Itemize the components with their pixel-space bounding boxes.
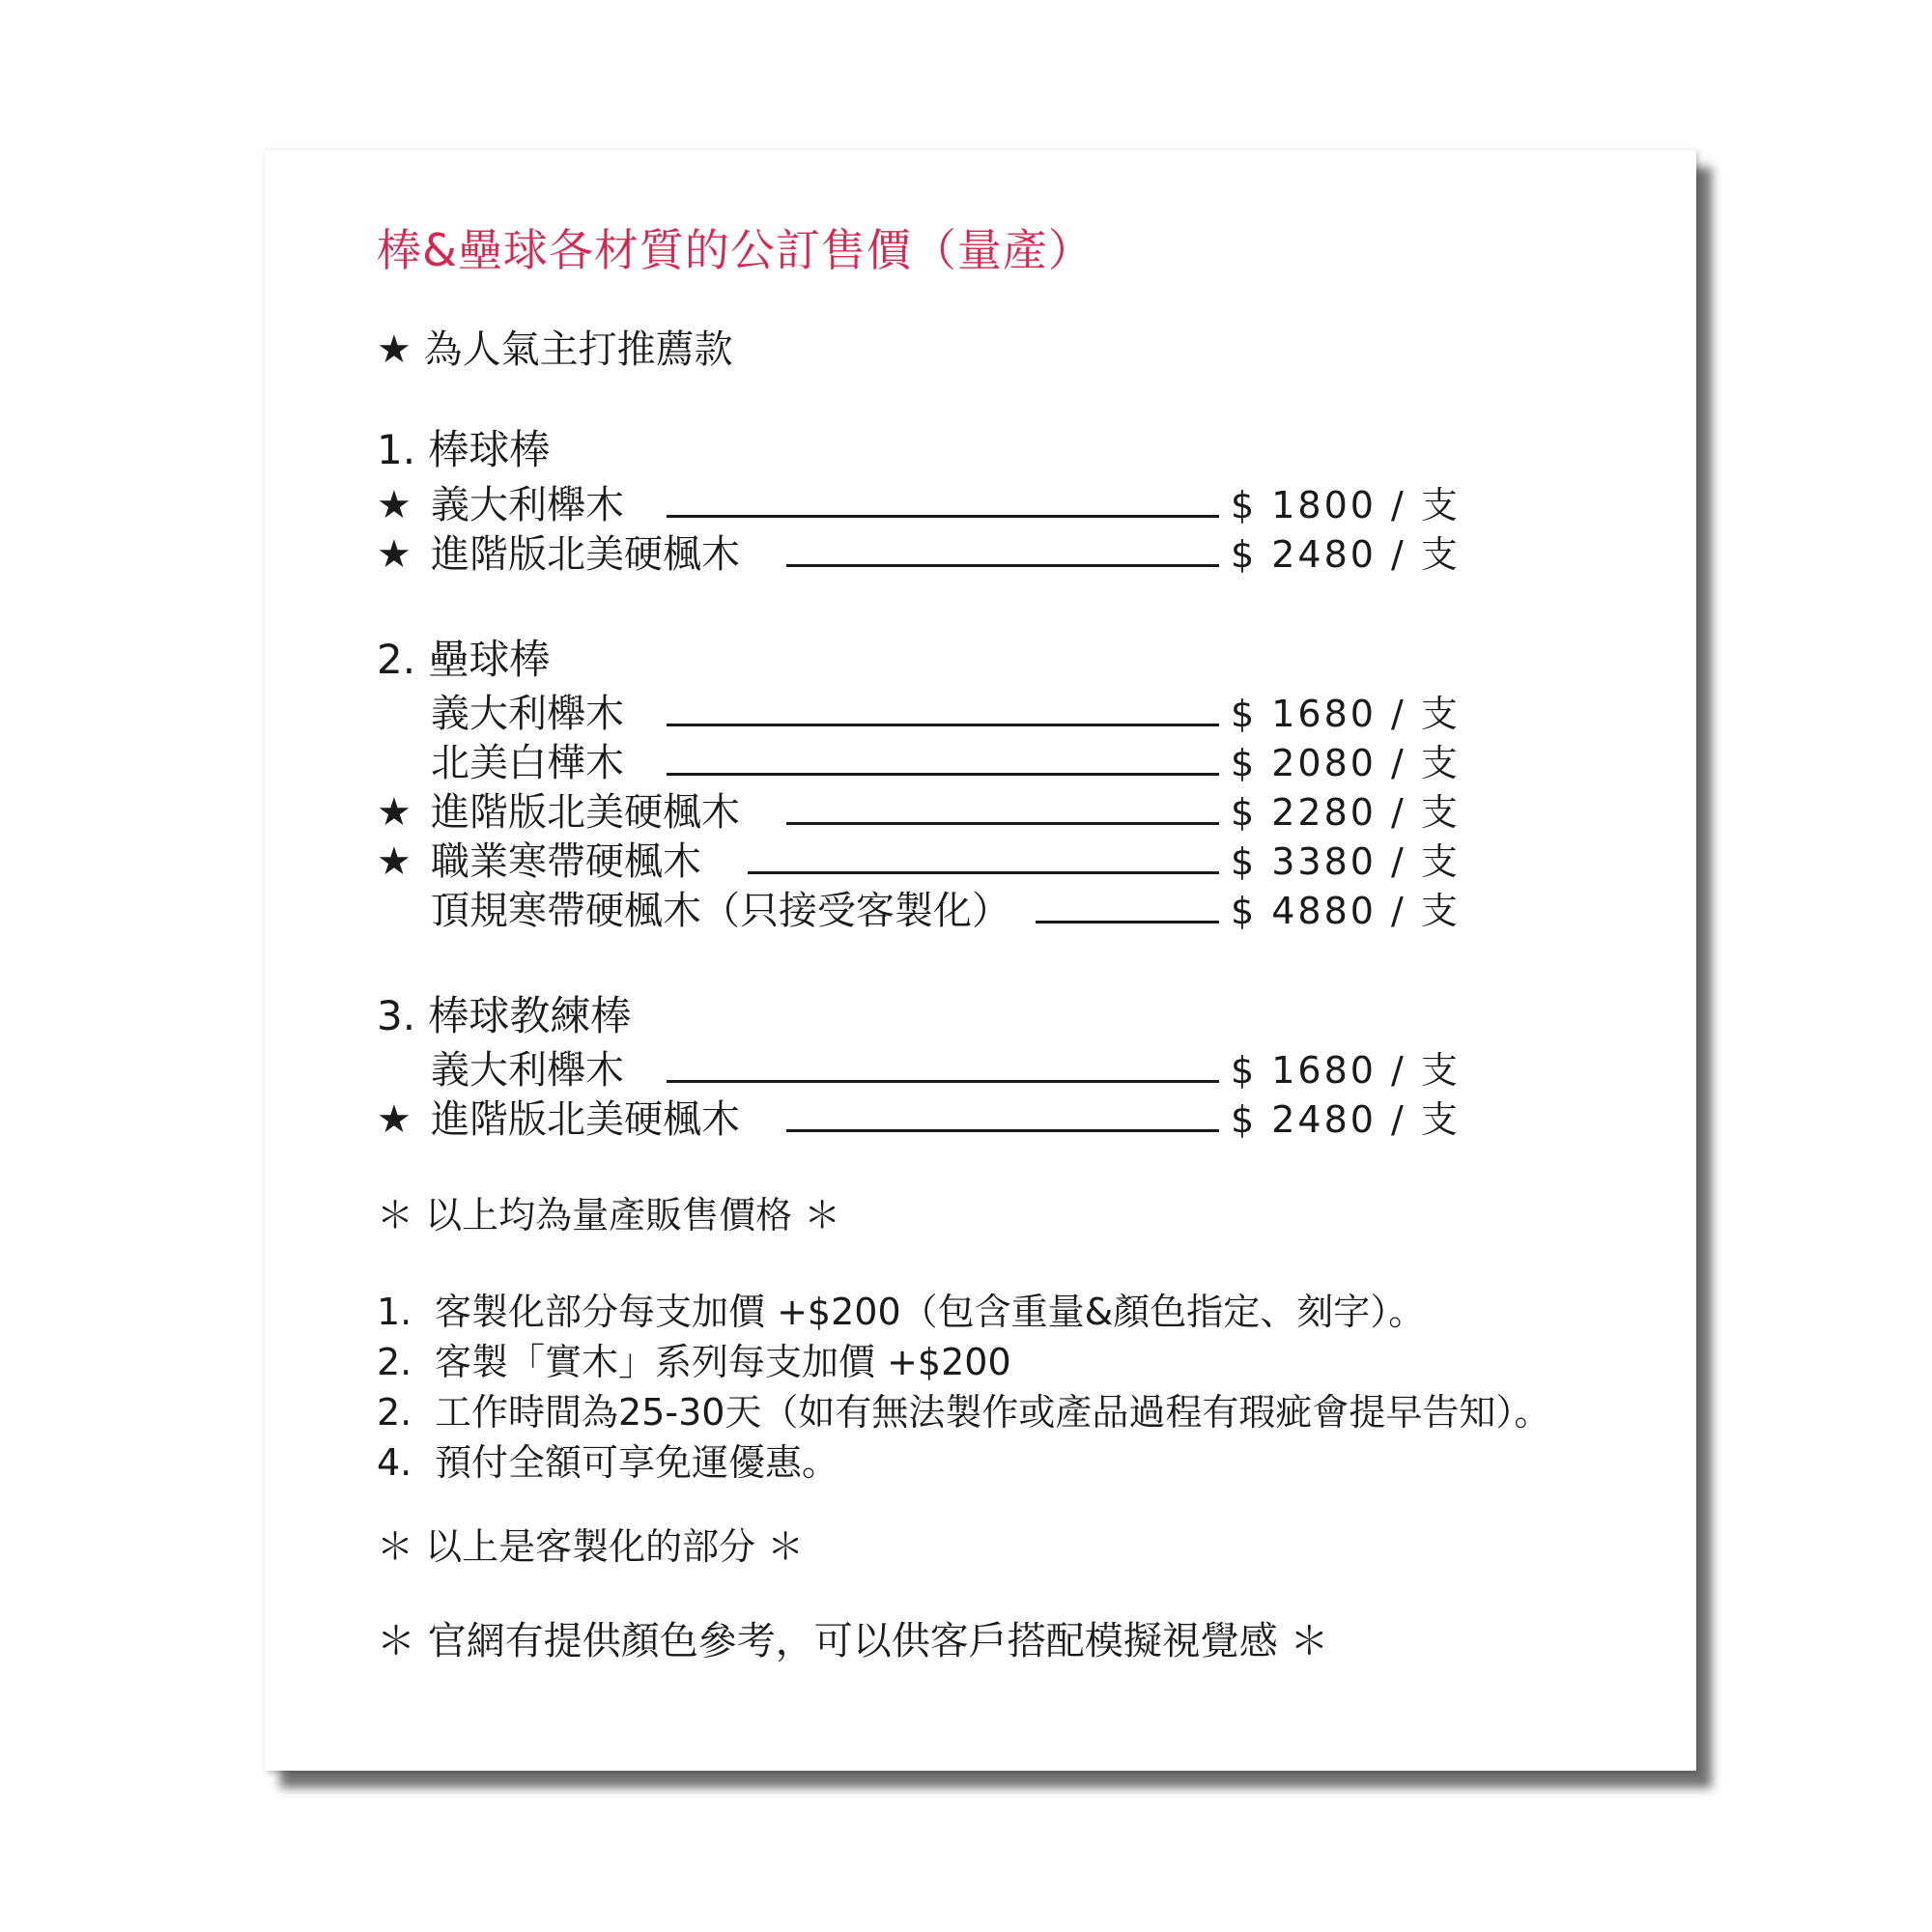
star-icon: ★ <box>377 532 412 577</box>
star-icon: ★ <box>377 483 412 527</box>
price-row <box>377 529 1461 580</box>
price-row <box>377 886 1461 936</box>
price-row <box>377 837 1461 887</box>
leader-line <box>786 564 1219 567</box>
star-icon: ★ <box>377 790 412 835</box>
leader-line <box>786 1129 1219 1132</box>
list-text: 預付全額可享免運優惠。 <box>435 1441 839 1484</box>
item-name: 進階版北美硬楓木 <box>431 532 740 577</box>
price-row <box>377 787 1461 838</box>
item-price: $ 1680 / 支 <box>1231 693 1461 735</box>
leader-line <box>786 822 1219 825</box>
list-text: 工作時間為25-30天（如有無法製作或產品過程有瑕疵會提早告知）。 <box>435 1391 1551 1434</box>
price-row <box>377 1045 1461 1095</box>
list-number: 2. <box>377 1391 412 1434</box>
item-name: 職業寒帶硬楓木 <box>431 839 701 884</box>
item-price: $ 2080 / 支 <box>1231 742 1461 784</box>
list-text: 客製化部分每支加價 +$200（包含重量&顏色指定、刻字）。 <box>435 1291 1426 1333</box>
item-name: 義大利櫸木 <box>431 483 624 527</box>
list-item <box>377 1382 1550 1435</box>
section-heading-baseball: 1. 棒球棒 <box>377 426 551 473</box>
price-row <box>377 689 1461 739</box>
section-heading-softball: 2. 壘球棒 <box>377 636 551 683</box>
item-price: $ 4880 / 支 <box>1231 890 1461 932</box>
remark-customization: ＊ 以上是客製化的部分 ＊ <box>377 1525 805 1568</box>
page-title: 棒&壘球各材質的公訂售價（量產） <box>377 224 1094 276</box>
leader-line <box>667 773 1219 776</box>
item-price: $ 1800 / 支 <box>1231 484 1461 526</box>
item-name: 進階版北美硬楓木 <box>431 790 740 835</box>
item-name: 進階版北美硬楓木 <box>431 1097 740 1142</box>
star-icon: ★ <box>377 839 412 884</box>
remark-mass-production: ＊ 以上均為量產販售價格 ＊ <box>377 1194 841 1236</box>
item-name: 義大利櫸木 <box>431 692 624 736</box>
star-legend: ★ 為人氣主打推薦款 <box>377 327 733 372</box>
list-item <box>377 1332 1011 1385</box>
price-row <box>377 480 1461 530</box>
leader-line <box>667 515 1219 518</box>
list-text: 客製「實木」系列每支加價 +$200 <box>435 1341 1011 1383</box>
leader-line <box>1036 921 1219 923</box>
star-icon: ★ <box>377 1097 412 1142</box>
item-price: $ 2480 / 支 <box>1231 1098 1461 1141</box>
item-price: $ 1680 / 支 <box>1231 1049 1461 1092</box>
price-card <box>265 150 1696 1771</box>
item-price: $ 2280 / 支 <box>1231 791 1461 834</box>
item-name: 義大利櫸木 <box>431 1048 624 1093</box>
list-item <box>377 1433 838 1486</box>
item-price: $ 2480 / 支 <box>1231 533 1461 576</box>
leader-line <box>667 1080 1219 1083</box>
leader-line <box>748 871 1219 874</box>
price-row <box>377 738 1461 788</box>
leader-line <box>667 724 1219 726</box>
list-number: 4. <box>377 1441 412 1484</box>
list-item <box>377 1282 1425 1335</box>
price-row <box>377 1094 1461 1145</box>
section-heading-coach: 3. 棒球教練棒 <box>377 992 632 1039</box>
list-number: 1. <box>377 1291 412 1333</box>
item-price: $ 3380 / 支 <box>1231 840 1461 883</box>
remark-color-reference: ＊ 官網有提供顏色參考，可以供客戶搭配模擬視覺感 ＊ <box>377 1619 1329 1663</box>
list-number: 2. <box>377 1341 412 1383</box>
item-name: 頂規寒帶硬楓木（只接受客製化） <box>431 889 1010 933</box>
item-name: 北美白樺木 <box>431 741 624 785</box>
